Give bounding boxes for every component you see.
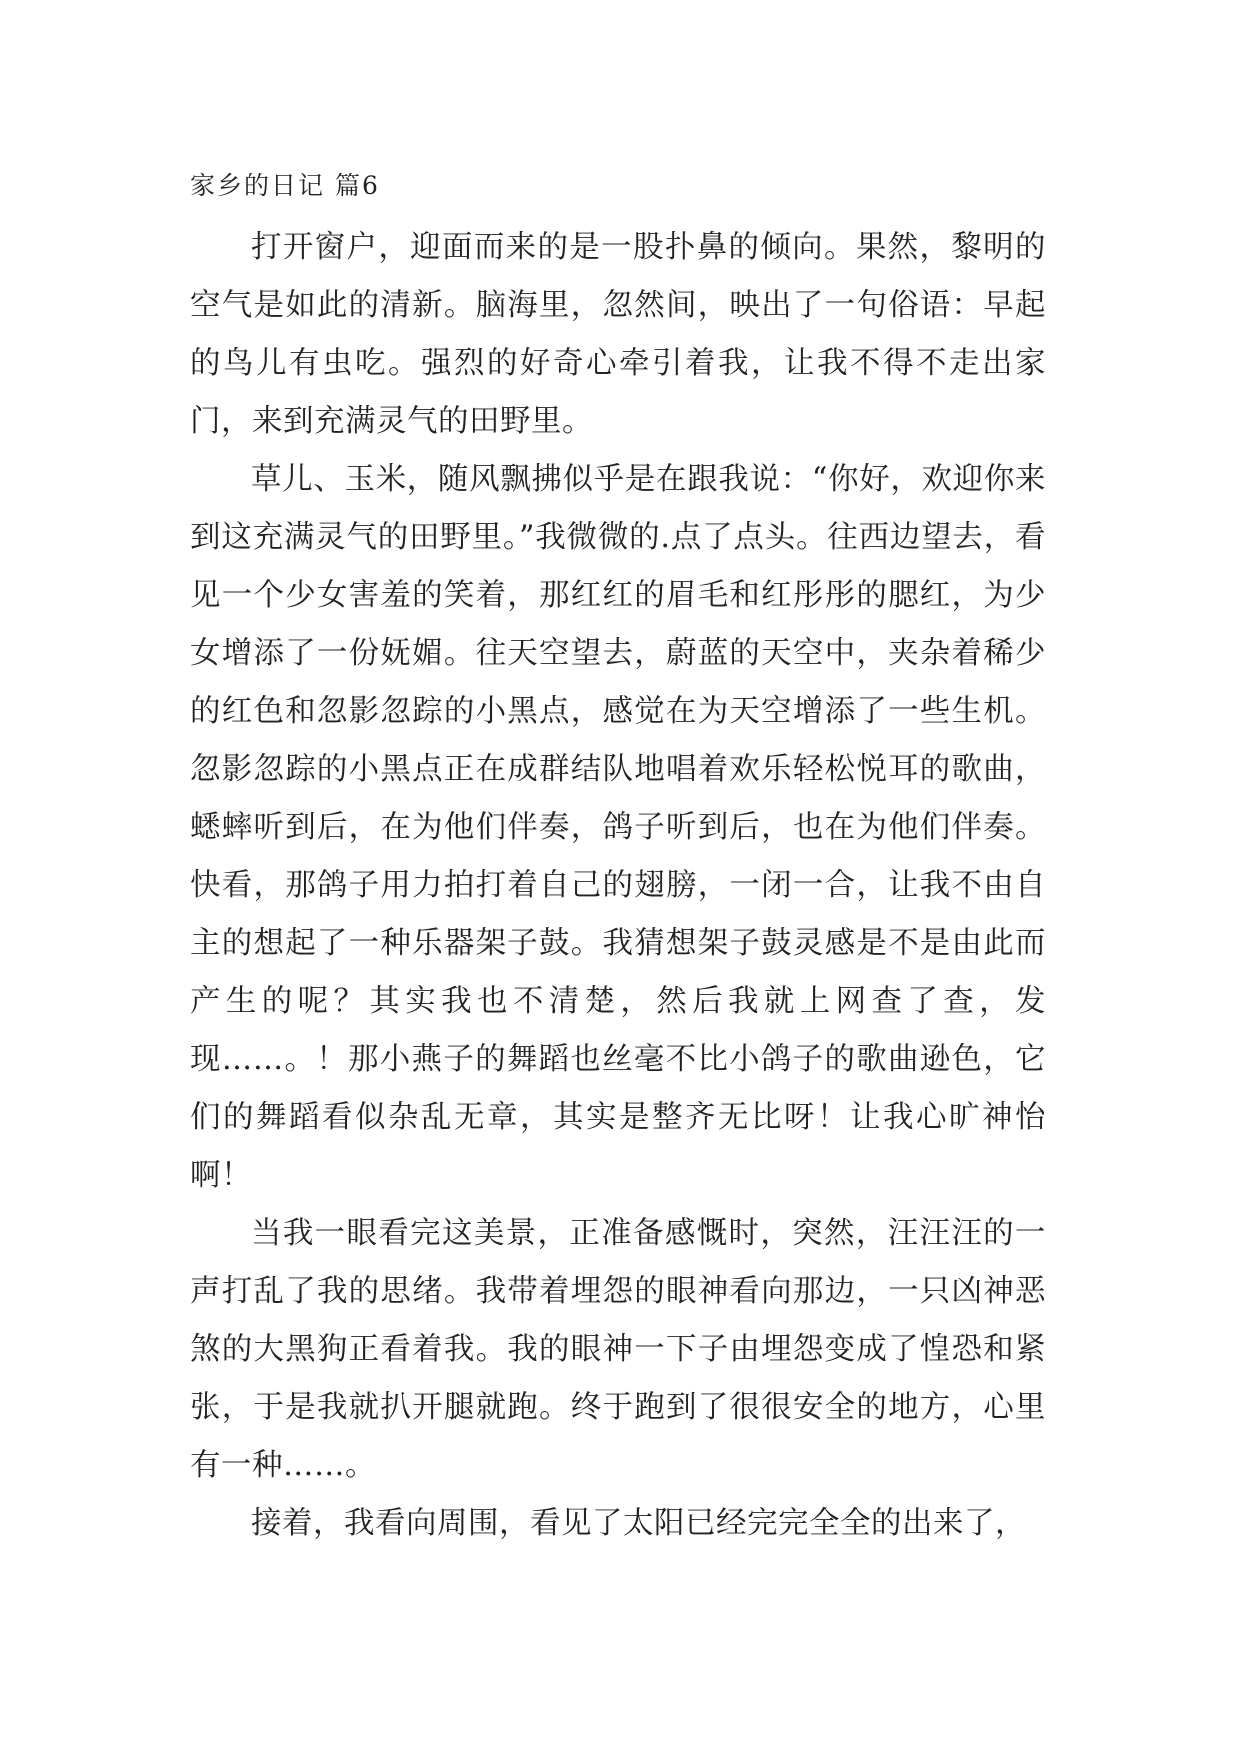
paragraph-3: 当我一眼看完这美景，正准备感慨时，突然，汪汪汪的一声打乱了我的思绪。我带着埋怨的眼神看向那边，一只凶神恶煞的大黑狗正看着我。我的眼神一下子由埋怨变成了惶恐和紧张，于是我就扒开腿就跑。终于跑到了很很安全的地方，心里有一种……。 bbox=[190, 1216, 1046, 1483]
document-body bbox=[190, 219, 1046, 1553]
paragraph-4: 接着，我看向周围，看见了太阳已经完完全全的出来了， bbox=[251, 1506, 1026, 1541]
document-title: 家乡的日记 篇6 bbox=[190, 171, 380, 200]
paragraph-2: 草儿、玉米，随风飘拂似乎是在跟我说：“你好，欢迎你来到这充满灵气的田野里。”我微微的.点了点头。往西边望去，看见一个少女害羞的笑着，那红红的眉毛和红彤彤的腮红，为少女增添了一份妩媚。往天空望去，蔚蓝的天空中，夹杂着稀少的红色和忽影忽踪的小黑点，感觉在为天空增添了一些生机。忽影忽踪的小黑点正在成群结队地唱着欢乐轻松悦耳的歌曲，蟋蟀听到后，在为他们伴奏，鸽子听到后，也在为他们伴奏。快看，那鸽子用力拍打着自己的翅膀，一闭一合，让我不由自主的想起了一种乐器架子鼓。我猜想架子鼓灵感是不是由此而产生的呢？其实我也不清楚，然后我就上网查了查，发现……。！那小燕子的舞蹈也丝毫不比小鸽子的歌曲逊色，它们的舞蹈看似杂乱无章，其实是整齐无比呀！让我心旷神怡啊！ bbox=[190, 462, 1046, 1193]
paragraph-1: 打开窗户，迎面而来的是一股扑鼻的倾向。果然，黎明的空气是如此的清新。脑海里，忽然间，映出了一句俗语：早起的鸟儿有虫吃。强烈的好奇心牵引着我，让我不得不走出家门，来到充满灵气的田野里。 bbox=[190, 230, 1046, 439]
